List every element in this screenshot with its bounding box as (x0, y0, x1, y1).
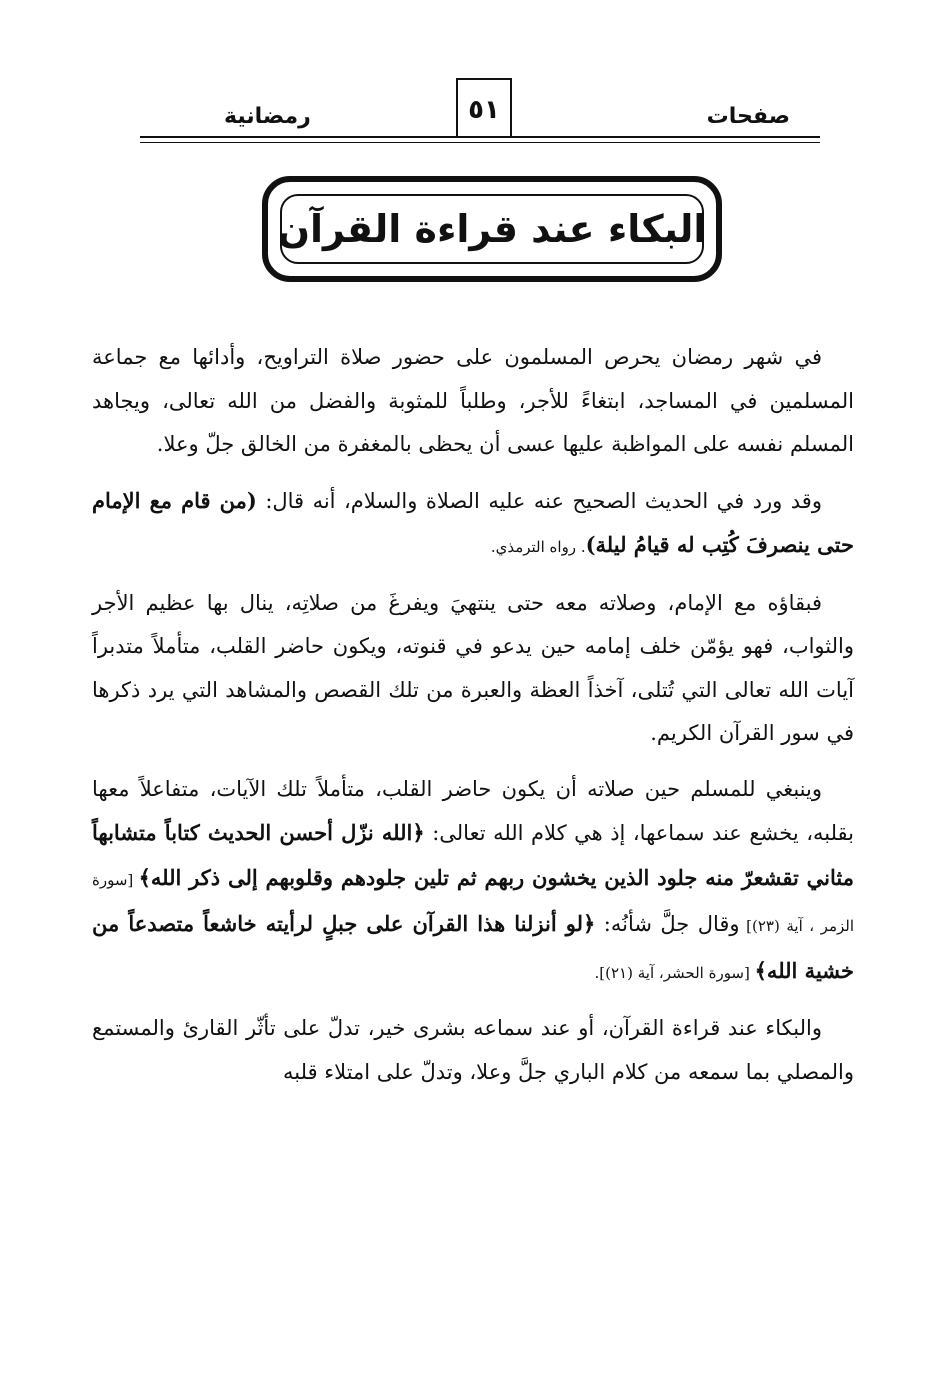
page-header (140, 78, 820, 148)
header-section-title: صفحات (706, 104, 790, 129)
chapter-title-frame (262, 176, 722, 282)
verse-1-reference: [سورة الزمر ، آية (٢٣)] (92, 870, 854, 935)
paragraph-3: فبقاؤه مع الإمام، وصلاته معه حتى ينتهيَ ويفرغَ من صلاتِه، ينال بها عظيم الأجر والثواب، فهو يؤمّن خلف إمامه حين يدعو في قنوته، ويكون حاضر القلب، متأملاً متدبراً آيات الله تعالى التي تُتلى، آخذاً العظة والعبرة من تلك القصص والمشاهد التي يرد ذكرها في سور القرآن الكريم. (92, 590, 854, 745)
header-rule-thick (140, 136, 820, 138)
header-book-title: رمضانية (224, 104, 311, 129)
chapter-title-inner-frame (277, 194, 707, 264)
paragraph-2 (92, 479, 854, 570)
paragraph-4-intro: وينبغي للمسلم حين صلاته أن يكون حاضر القلب، متأملاً تلك الآيات، متفاعلاً معها بقلبه، يخشع عند سماعها، إذ هي كلام الله تعالى: (92, 776, 854, 845)
paragraph-2-intro: وقد ورد في الحديث الصحيح عنه عليه الصلاة والسلام، أنه قال: (256, 488, 822, 513)
page-number: ٥١ (456, 78, 512, 136)
verse-2-reference: [سورة الحشر، آية (٢١)]. (594, 963, 755, 982)
hadith-source: . رواه الترمذي. (490, 538, 586, 556)
header-rule-thin (140, 142, 820, 143)
chapter-title: البكاء عند قراءة القرآن (277, 207, 707, 251)
quran-verse-2: ﴿لو أنزلنا هذا القرآن على جبلٍ لرأيته خاشعاً متصدعاً من خشية الله﴾ (92, 911, 854, 983)
paragraph-4-middle: وقال جلَّ شأنُه: (595, 912, 740, 936)
body-text (92, 336, 854, 1106)
quran-verse-1: ﴿الله نزّل أحسن الحديث كتاباً متشابهاً مثاني تقشعرّ منه جلود الذين يخشون ربهم ثم تلين جلودهم وقلوبهم إلى ذكر الله﴾ (92, 820, 854, 890)
hadith-quote: (من قام مع الإمام حتى ينصرفَ كُتِب له قيامُ ليلة) (92, 487, 854, 557)
paragraph-1: في شهر رمضان يحرص المسلمون على حضور صلاة التراويح، وأدائها مع جماعة المسلمين في المساجد، ابتغاءً للأجر، وطلباً للمثوبة والفضل من الله تعالى، ويجاهد المسلم نفسه على المواظبة عليها عسى أن يحظى بالمغفرة من الخالق جلّ وعلا. (92, 345, 854, 456)
paragraph-5: والبكاء عند قراءة القرآن، أو عند سماعه بشرى خير، تدلّ على تأثّر القارئ والمستمع والمصلي بما سمعه من كلام الباري جلَّ وعلا، وتدلّ على امتلاء قلبه (92, 1016, 854, 1084)
paragraph-4 (92, 768, 854, 996)
